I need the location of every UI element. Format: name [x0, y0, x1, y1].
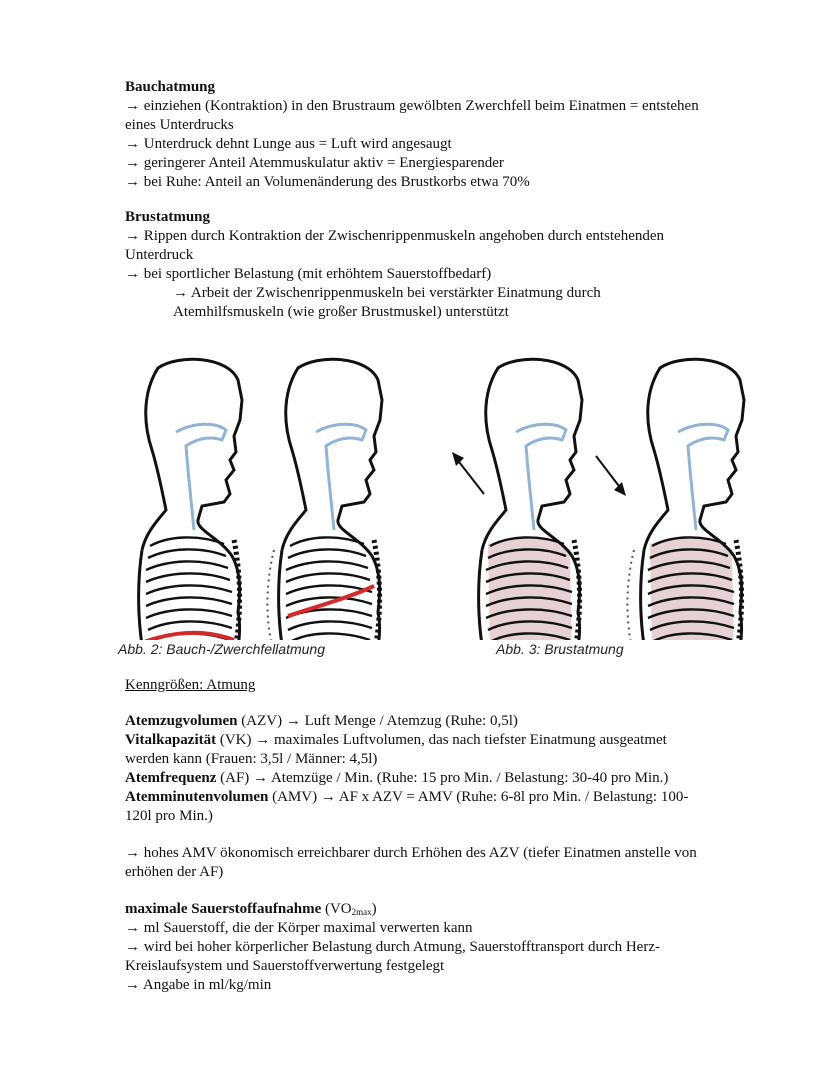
arrow-down-right-icon [596, 456, 626, 496]
vk-line-2: werden kann (Frauen: 3,5l / Männer: 4,5l) [125, 751, 378, 767]
vo2max-line: Kreislaufsystem und Sauerstoffverwertung festgelegt [125, 958, 445, 974]
brust-indented-line: Atemhilfsmuskeln (wie großer Brustmuskel) unterstützt [173, 304, 509, 320]
amv-definition: (AMV) → AF x AZV = AMV (Ruhe: 6-8l pro Min. / Belastung: 100- [268, 789, 689, 805]
heading-kenngroessen: Kenngrößen: Atmung [125, 677, 256, 693]
vo2max-line: → ml Sauerstoff, die der Körper maximal verwerten kann [125, 920, 473, 936]
vo2max-line: → Angabe in ml/kg/min [125, 977, 272, 993]
brust-line: → Rippen durch Kontraktion der Zwischenrippenmuskeln angehoben durch entstehenden [125, 228, 665, 244]
af-term: Atemfrequenz [125, 770, 217, 786]
figure-chest-inhale [627, 359, 744, 640]
caption-abb-3: Abb. 3: Brustatmung [496, 641, 624, 657]
figure-abdominal-inhale [267, 359, 382, 640]
vo2max-paren-close: ) [371, 901, 377, 917]
amv-line-2: 120l pro Min.) [125, 808, 213, 824]
brust-line: Unterdruck [125, 247, 194, 263]
vk-term: Vitalkapazität [125, 732, 217, 748]
amv-note-line: → hohes AMV ökonomisch erreichbarer durch Erhöhen des AZV (tiefer Einatmen anstelle von [125, 845, 697, 861]
af-line [125, 769, 668, 788]
amv-note-line: erhöhen der AF) [125, 864, 224, 880]
heading-bauchatmung: Bauchatmung [125, 79, 216, 95]
azv-definition: (AZV) → Luft Menge / Atemzug (Ruhe: 0,5l) [237, 713, 518, 729]
bauch-line: → bei Ruhe: Anteil an Volumenänderung des Brustkorbs etwa 70% [125, 174, 530, 190]
vo2max-term: maximale Sauerstoffaufnahme [125, 901, 322, 917]
vk-line [125, 731, 667, 750]
bauch-line: → geringerer Anteil Atemmuskulatur aktiv = Energiesparender [125, 155, 504, 171]
amv-term: Atemminutenvolumen [125, 789, 269, 805]
vo2max-subscript: 2max [351, 907, 372, 917]
amv-line [125, 788, 688, 807]
vo2max-line: → wird bei hoher körperlicher Belastung durch Atmung, Sauerstofftransport durch Herz- [125, 939, 660, 955]
figure-abdominal-exhale [139, 359, 242, 640]
azv-line [125, 712, 518, 731]
vo2max-paren-open: (VO [321, 901, 352, 917]
figure-chest-exhale [479, 359, 582, 640]
brust-line: → bei sportlicher Belastung (mit erhöhtem Sauerstoffbedarf) [125, 266, 492, 282]
azv-term: Atemzugvolumen [125, 713, 238, 729]
brust-indented-line: → Arbeit der Zwischenrippenmuskeln bei verstärkter Einatmung durch [173, 285, 601, 301]
heading-brustatmung: Brustatmung [125, 209, 211, 225]
bauch-line: → einziehen (Kontraktion) in den Brustraum gewölbten Zwerchfell beim Einatmen = entstehen [125, 98, 699, 114]
bauch-line: → Unterdruck dehnt Lunge aus = Luft wird angesaugt [125, 136, 452, 152]
bauch-line: eines Unterdrucks [125, 117, 234, 133]
caption-abb-2: Abb. 2: Bauch-/Zwerchfellatmung [118, 641, 325, 657]
vk-definition: (VK) → maximales Luftvolumen, das nach tiefster Einatmung ausgeatmet [216, 732, 667, 748]
af-definition: (AF) → Atemzüge / Min. (Ruhe: 15 pro Min. / Belastung: 30-40 pro Min.) [216, 770, 669, 786]
arrow-up-left-icon [452, 452, 484, 494]
